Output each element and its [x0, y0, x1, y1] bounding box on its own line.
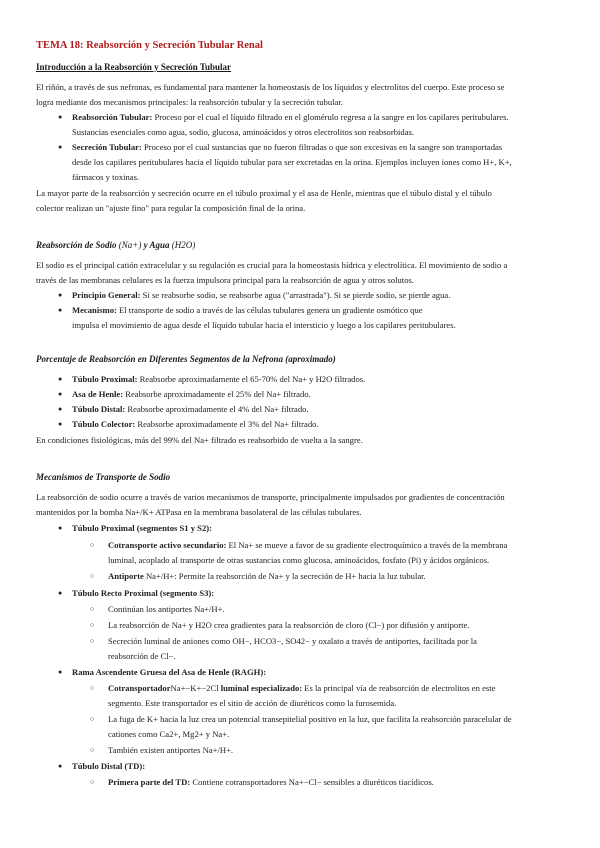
bullet-icon: ● [58, 390, 63, 398]
bullet-icon: ● [58, 306, 63, 314]
intro-bullet-reabsorcion: Reabsorción Tubular: Proceso por el cual el líquido filtrado en el glomérulo regresa a la sangre en los capilares peritubulares. [72, 112, 509, 122]
ragh-cotransportador-cont: segmento. Este transportador es el sitio de acción de diuréticos como la furosemida. [108, 698, 397, 708]
intro-paragraph-line-2: logra mediante dos mecanismos principales: la reabsorción tubular y la secreción tubular. [36, 97, 343, 107]
intro-paragraph-line-3: La mayor parte de la reabsorción y secreción ocurre en el túbulo proximal y el asa de Henle, mientras que el túbulo distal y el túbulo [36, 188, 492, 198]
bullet-icon: ● [58, 762, 63, 770]
ragh-fuga-cont: cationes como Ca2+, Mg2+ y Na+. [108, 729, 230, 739]
bullet-icon: ● [58, 375, 63, 383]
intro-paragraph-line-1: El riñón, a través de sus nefronas, es fundamental para mantener la homeostasis de los líquidos y electrolitos del cuerpo. Este proceso se [36, 82, 505, 92]
bullet-icon: ● [58, 405, 63, 413]
mecanismos-paragraph-line-1: La reabsorción de sodio ocurre a través de varios mecanismos de transporte, principalmente impulsados por gradientes de concentración [36, 492, 505, 502]
intro-bullet-reabsorcion-cont: Sustancias esenciales como agua, sodio, glucosa, aminoácidos y otros electrolitos son reabsorbidas. [72, 127, 414, 137]
bullet-icon: ● [58, 113, 63, 121]
sodio-paragraph-line-1: El sodio es el principal catión extracelular y su regulación es crucial para la homeostasis hídrica y electrolítica. El movimiento de sodio a [36, 260, 508, 270]
ragh-fuga: La fuga de K+ hacia la luz crea un potencial transepitelial positivo en la luz, que facilita la reabsorción paracelular de [108, 714, 512, 724]
ragh-antiportes: También existen antiportes Na+/H+. [108, 745, 234, 755]
porcentaje-item: Túbulo Proximal: Reabsorbe aproximadamente el 65-70% del Na+ y H2O filtrados. [72, 374, 366, 384]
bullet-icon: ● [58, 524, 63, 532]
ragh-label: Rama Ascendente Gruesa del Asa de Henle (RAGH): [72, 667, 267, 677]
circle-bullet-icon: ○ [90, 778, 95, 786]
porcentaje-footer: En condiciones fisiológicas, más del 99% del Na+ filtrado es reabsorbido de vuelta a la sangre. [36, 435, 363, 445]
circle-bullet-icon: ○ [90, 572, 95, 580]
trp-item-cont: reabsorción de Cl−. [108, 651, 176, 661]
sodio-heading: Reabsorción de Sodio (Na+) y Agua (H2O) [36, 240, 196, 250]
bullet-icon: ● [58, 143, 63, 151]
trp-item: Secreción luminal de aniones como OH−, HCO3−, SO42− y oxalato a través de antiportes, facilitada por la [108, 636, 477, 646]
circle-bullet-icon: ○ [90, 605, 95, 613]
tubulo-recto-label: Túbulo Recto Proximal (segmento S3): [72, 588, 215, 598]
mecanismos-heading: Mecanismos de Transporte de Sodio [36, 472, 171, 482]
porcentaje-heading: Porcentaje de Reabsorción en Diferentes Segmentos de la Nefrona (aproximado) [36, 354, 336, 364]
tp-cotransporte-cont: luminal, acoplado al transporte de otras sustancias como glucosa, aminoácidos, fosfato (Pi) y ácidos orgánicos. [108, 555, 490, 565]
bullet-icon: ● [58, 668, 63, 676]
td-primera-parte: Primera parte del TD: Contiene cotransportadores Na+−Cl− sensibles a diuréticos tiacídicos. [108, 777, 434, 787]
mecanismos-paragraph-line-2: mantenidos por la bomba Na+/K+ ATPasa en la membrana basolateral de las células tubulares. [36, 507, 362, 517]
intro-paragraph-line-4: colector realizan un "ajuste fino" para regular la composición final de la orina. [36, 203, 306, 213]
porcentaje-item: Asa de Henle: Reabsorbe aproximadamente el 25% del Na+ filtrado. [72, 389, 311, 399]
intro-bullet-secrecion-cont-1: desde los capilares peritubulares hacia el líquido tubular para ser excretadas en la orina. Ejemplos incluyen iones como H+, K+, [72, 157, 512, 167]
trp-item: La reabsorción de Na+ y H2O crea gradientes para la reabsorción de cloro (Cl−) por difusión y antiporte. [108, 620, 470, 630]
circle-bullet-icon: ○ [90, 746, 95, 754]
page-title: TEMA 18: Reabsorción y Secreción Tubular Renal [36, 40, 263, 51]
bullet-icon: ● [58, 291, 63, 299]
porcentaje-item: Túbulo Distal: Reabsorbe aproximadamente el 4% del Na+ filtrado. [72, 404, 309, 414]
circle-bullet-icon: ○ [90, 715, 95, 723]
tubulo-proximal-label: Túbulo Proximal (segmentos S1 y S2): [72, 523, 212, 533]
bullet-icon: ● [58, 420, 63, 428]
tp-antiporte: Antiporte Na+/H+: Permite la reabsorción de Na+ y la secreción de H+ hacia la luz tubular. [108, 571, 426, 581]
sodio-paragraph-line-2: través de las membranas celulares es la fuerza impulsora principal para la reabsorción de agua y otros solutos. [36, 275, 414, 285]
circle-bullet-icon: ○ [90, 621, 95, 629]
tubulo-distal-label: Túbulo Distal (TD): [72, 761, 146, 771]
intro-bullet-secrecion: Secreción Tubular: Proceso por el cual sustancias que no fueron filtradas o que son excesivas en la sangre son transportadas [72, 142, 503, 152]
tp-cotransporte: Cotransporte activo secundario: El Na+ se mueve a favor de su gradiente electroquímico a través de la membrana [108, 540, 508, 550]
sodio-bullet-mecanismo-cont: impulsa el movimiento de agua desde el líquido tubular hacia el intersticio y luego a los capilares peritubulares. [72, 320, 456, 330]
circle-bullet-icon: ○ [90, 684, 95, 692]
trp-item: Continúan los antiportes Na+/H+. [108, 604, 225, 614]
circle-bullet-icon: ○ [90, 541, 95, 549]
porcentaje-item: Túbulo Colector: Reabsorbe aproximadamente el 3% del Na+ filtrado. [72, 419, 319, 429]
intro-bullet-secrecion-cont-2: fármacos y toxinas. [72, 172, 140, 182]
circle-bullet-icon: ○ [90, 637, 95, 645]
ragh-cotransportador: CotransportadorNa+−K+−2Cl luminal especializado: Es la principal vía de reabsorción de electrolitos en este [108, 683, 496, 693]
sodio-bullet-mecanismo: Mecanismo: El transporte de sodio a través de las células tubulares genera un gradiente osmótico que [72, 305, 423, 315]
intro-heading: Introducción a la Reabsorción y Secreción Tubular [36, 62, 232, 72]
sodio-bullet-principio: Principio General: Si se reabsorbe sodio, se reabsorbe agua ("arrastrada"). Si se pierde sodio, se pierde agua. [72, 290, 451, 300]
bullet-icon: ● [58, 589, 63, 597]
